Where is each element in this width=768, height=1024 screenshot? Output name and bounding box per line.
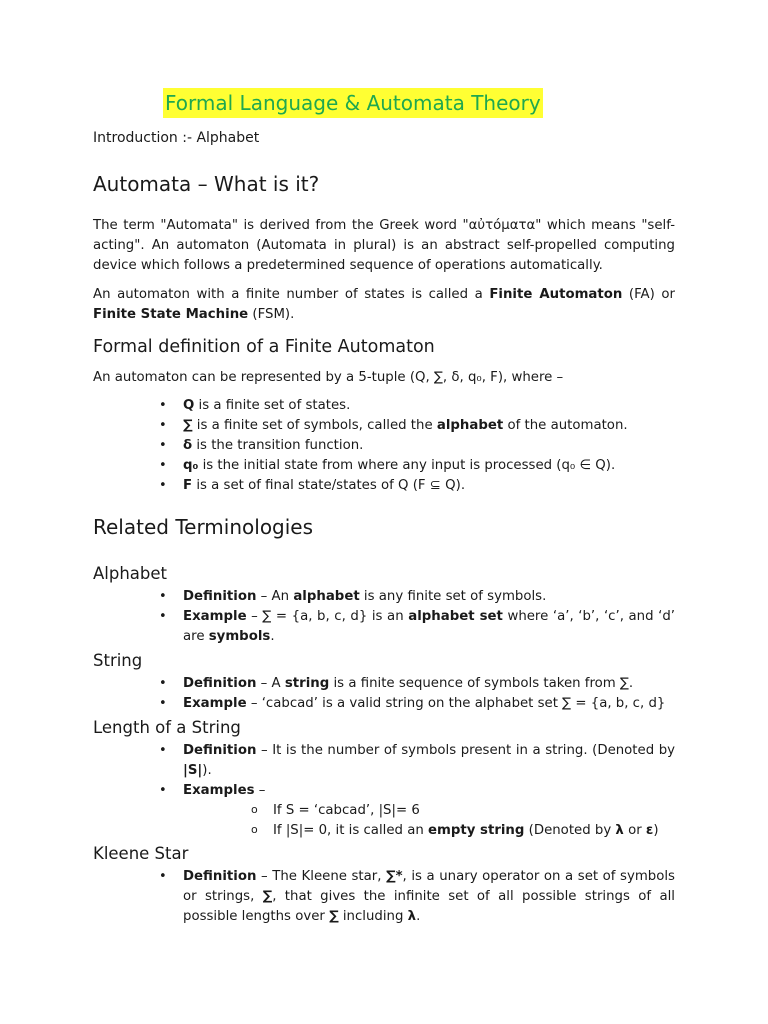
heading-alphabet: Alphabet (93, 564, 168, 583)
heading-string: String (93, 651, 143, 670)
list-item: • Definition – An alphabet is any finite set of symbols. (93, 587, 675, 607)
list-item: • Definition – A string is a finite sequence of symbols taken from ∑. (93, 674, 675, 694)
intro-line: Introduction :- Alphabet (93, 130, 260, 146)
heading-kleene-star: Kleene Star (93, 844, 189, 863)
list-item: • ∑ is a finite set of symbols, called the alphabet of the automaton. (93, 416, 675, 436)
list-item: o If S = ‘cabcad’, |S|= 6 (93, 801, 675, 821)
list-item: • Example – ‘cabcad’ is a valid string on the alphabet set ∑ = {a, b, c, d} (93, 694, 675, 714)
heading-formal-definition: Formal definition of a Finite Automaton (93, 337, 435, 357)
paragraph-finite-automaton: An automaton with a finite number of states is called a Finite Automaton (FA) or Finite State Machine (FSM). (93, 287, 675, 322)
list-item: • Example – ∑ = {a, b, c, d} is an alphabet set where ‘a’, ‘b’, ‘c’, and ‘d’ are symbols. (93, 607, 675, 647)
list-item: • Definition – It is the number of symbols present in a string. (Denoted by |S|). (93, 741, 675, 781)
alphabet-list (93, 587, 675, 647)
paragraph-automata-definition: The term "Automata" is derived from the Greek word "αὐτόματα" which means "self-acting". An automaton (Automata in plural) is an abstract self-propelled computing device which follows a predetermined sequence of operations automatically. (93, 218, 675, 273)
list-item: • F is a set of final state/states of Q (F ⊆ Q). (93, 476, 675, 496)
list-item: • δ is the transition function. (93, 436, 675, 456)
document-title: Formal Language & Automata Theory (163, 88, 543, 118)
list-item: • Examples – (93, 781, 675, 801)
string-list (93, 674, 675, 714)
kleene-list (93, 867, 675, 927)
list-item: • q₀ is the initial state from where any input is processed (q₀ ∈ Q). (93, 456, 675, 476)
heading-length-of-string: Length of a String (93, 718, 241, 737)
list-item: o If |S|= 0, it is called an empty string (Denoted by λ or ε) (93, 821, 675, 841)
list-item: • Q is a finite set of states. (93, 396, 675, 416)
length-examples-sublist (93, 801, 675, 841)
heading-automata-what: Automata – What is it? (93, 172, 320, 196)
list-item: • Definition – The Kleene star, ∑*, is a unary operator on a set of symbols or strings, ∑, that gives the infinite set of all possible strings of all possible lengths over ∑ including λ. (93, 867, 675, 927)
length-list (93, 741, 675, 801)
heading-related-terminologies: Related Terminologies (93, 515, 314, 539)
paragraph-five-tuple: An automaton can be represented by a 5-tuple (Q, ∑, δ, q₀, F), where – (93, 370, 564, 385)
tuple-list (93, 396, 675, 496)
